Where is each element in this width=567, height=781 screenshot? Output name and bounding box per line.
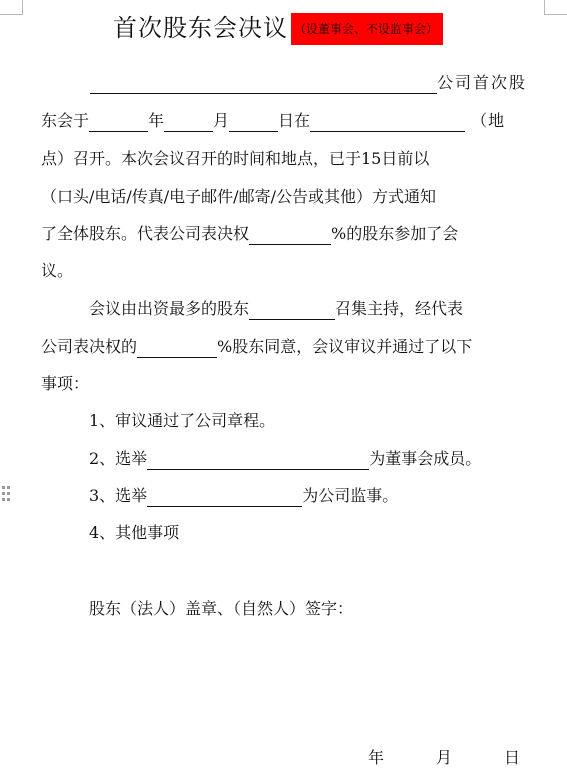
list-item: [89, 448, 567, 470]
document-title: 首次股东会决议: [113, 14, 288, 42]
text-span: %的股东参加了会: [331, 224, 459, 243]
text-span: 召集主持，经代表: [335, 299, 464, 318]
text-span: 公司首次股: [437, 73, 528, 92]
paragraph-line: [41, 223, 541, 245]
text-span: 2、选举: [89, 449, 148, 468]
text-span: 为董事会成员。: [369, 449, 482, 468]
page-corner-mark-right: [544, 0, 567, 15]
text-span: 事项：: [41, 374, 90, 393]
drag-handle-icon[interactable]: [2, 486, 12, 502]
text-span: 日在: [278, 111, 311, 130]
text-span: 点）召开。本次会议召开的时间和地点，已于15日前以: [41, 149, 430, 168]
paragraph-line: [41, 336, 541, 358]
text-span: 1、审议通过了公司章程。: [89, 411, 276, 430]
signature-line: [89, 598, 567, 620]
text-span: %股东同意，会议审议并通过了以下: [217, 337, 473, 356]
day-blank[interactable]: [229, 113, 278, 132]
date-month-label: 月: [436, 748, 453, 767]
date-year-label: 年: [368, 748, 385, 767]
director-names-blank[interactable]: [147, 451, 369, 470]
list-item: [89, 410, 567, 432]
list-item: [89, 485, 567, 507]
paragraph-line: [89, 298, 567, 320]
text-span: 公司表决权的: [41, 337, 138, 356]
paragraph-line: [41, 110, 541, 132]
company-name-blank[interactable]: [90, 75, 437, 94]
list-item: [89, 522, 567, 544]
approval-percent-blank[interactable]: [137, 339, 217, 358]
year-blank[interactable]: [89, 113, 148, 132]
date-day-label: 日: [504, 748, 521, 767]
location-blank[interactable]: [310, 113, 465, 132]
text-span: 4、其他事项: [89, 523, 180, 542]
title-note-badge: （设董事会、不设监事会）: [291, 13, 443, 45]
text-span: 月: [213, 111, 230, 130]
convener-blank[interactable]: [249, 301, 335, 320]
paragraph-line: [41, 373, 541, 395]
voting-rights-blank[interactable]: [249, 226, 331, 245]
paragraph-line: [41, 72, 541, 94]
text-span: 东会于: [41, 111, 90, 130]
signature-label: 股东（法人）盖章、（自然人）签字：: [89, 599, 354, 618]
title-row: [113, 12, 443, 44]
paragraph-line: [41, 260, 541, 282]
text-span: 会议由出资最多的股东: [89, 299, 250, 318]
text-span: （口头/电话/传真/电子邮件/邮寄/公告或其他）方式通知: [41, 187, 436, 206]
supervisor-name-blank[interactable]: [147, 488, 302, 507]
paragraph-line: [41, 186, 541, 208]
paragraph-line: [41, 148, 541, 170]
page-corner-mark-left: [0, 0, 23, 15]
text-span: （地: [471, 111, 506, 130]
text-span: 为公司监事。: [302, 486, 399, 505]
month-blank[interactable]: [164, 113, 213, 132]
text-span: 议。: [41, 261, 74, 280]
text-span: 年: [148, 111, 165, 130]
text-span: 了全体股东。代表公司表决权: [41, 224, 250, 243]
text-span: 3、选举: [89, 486, 148, 505]
